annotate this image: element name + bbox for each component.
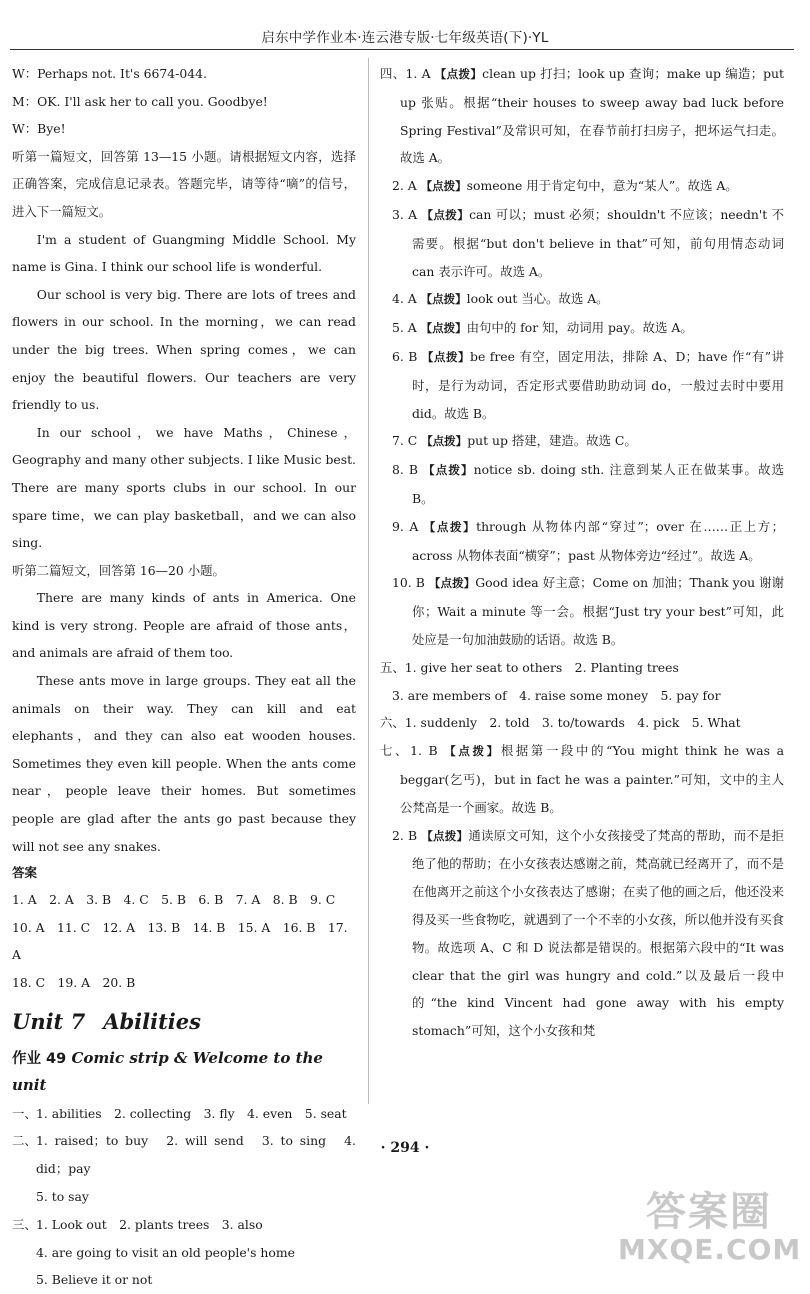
hint-tag: 【点拨】 [420,179,467,194]
explanation-text: can 可以；must 必须；shouldn't 不应该；needn't 不需要。根据“but don't believe in that”可知，前句用情态动词 can 表示许可。故选 A。 [412,206,784,279]
answer-explanation [380,314,784,343]
hint-tag: 【点拨】 [434,67,483,81]
explanation-body [392,682,784,710]
unit-number: Unit 7 [12,1008,86,1034]
answer-explanation [380,822,784,1045]
hint-tag: 【点拨】 [423,519,477,534]
unit-heading [12,1009,356,1035]
answers-heading: 答案 [12,865,38,881]
answer-explanation [380,60,784,172]
explanation-body [392,513,784,570]
explanation-body [392,314,784,343]
answer-key: 四、1. A [380,66,435,81]
answer-explanation [380,456,784,513]
hint-tag: 【点拨】 [420,292,467,307]
explanation-body [392,285,784,314]
passage-paragraph: In our school，we have Maths，Chinese，Geography and many other subjects. I like Music best. There are many sports clubs in our school. In our spare time，we can play basketball，and we can also sing. [12,424,356,551]
answer-key: 10. B [392,575,429,591]
listening-instruction: 听第一篇短文，回答第 13—15 小题。请根据短文内容，选择正确答案，完成信息记录表。答题完毕，请等待“嘀”的信号，进入下一篇短文。 [12,148,356,219]
answer-row: 18. C 19. A 20. B [12,975,136,990]
hint-tag: 【点拨】 [421,434,468,449]
answer-key: 9. A [392,518,424,534]
unit-title: Abilities [103,1008,201,1034]
hint-tag: 【点拨】 [423,463,474,478]
dialogue-line: M：OK. I'll ask her to call you. Goodbye! [12,93,268,109]
explanation-text: clean up 打扫；look up 查询；make up 编造；put up 张贴。根据“their houses to sweep away bad luck before Spring Festival”及常识可知，在春节前打扫房子，把坏运气扫走。故选 A。 [400,66,785,166]
answer-key: 2. A [392,178,421,194]
explanation-text: 3. are members of 4. raise some money 5. pay for [392,687,721,703]
page-number: · 294 · [380,1140,430,1156]
answer-row: 1. A 2. A 3. B 4. C 5. B 6. B 7. A 8. B 9. C [12,892,336,908]
left-column [12,60,356,1294]
answer-explanation [380,654,784,682]
explanation-text: 由句中的 for 知，动词用 pay。故选 A。 [466,320,693,336]
watermark-text: 答案圈 [646,1189,772,1235]
passage-paragraph: Our school is very big. There are lots of trees and flowers in our school. In the morning，we can read under the big trees. When spring comes，we can enjoy the beautiful flowers. Our teachers are very friendly to us. [12,286,356,413]
column-divider [368,58,369,1104]
explanation-body [392,201,784,285]
hint-tag: 【点拨】 [421,349,471,364]
answer-explanation [380,343,784,427]
explanation-body [380,737,784,821]
hint-tag: 【点拨】 [421,207,470,222]
answer-key: 七、1. B [380,743,445,759]
exercise-line: 5. to say [36,1188,89,1204]
exercise-line: 4. are going to visit an old people's home [36,1244,295,1260]
hint-tag: 【点拨】 [444,744,501,759]
homework-heading [12,1045,356,1098]
explanation-body [392,172,784,201]
explanation-body [392,569,784,653]
answer-key: 8. B [392,462,424,478]
right-column [380,60,784,1045]
answer-explanation [380,737,784,821]
answer-explanation [380,709,784,737]
answer-explanation [380,172,784,201]
exercise-line: 三、 1. Look out 2. plants trees 3. also [12,1216,263,1232]
explanation-text: 1. give her seat to others 2. Planting trees [404,659,679,675]
explanation-text: 根据第一段中的“You might think he was a beggar(乞丐)，but in fact he was a painter.”可知，文中的主人公梵高是一个画家。故选 B。 [400,743,785,815]
watermark-url: MXQE.COM [618,1233,802,1266]
answer-explanation [380,285,784,314]
explanation-body [392,427,784,456]
answer-explanation [380,427,784,456]
passage-paragraph: These ants move in large groups. They eat all the animals on their way. They can kill and eat elephants，and they can also eat wooden houses. Sometimes they even kill people. When the ants come near，people leave their homes. But sometimes people are glad after the ants go past because they will not see any snakes. [12,673,356,854]
dialogue-line: W：Perhaps not. It's 6674-044. [12,66,207,81]
explanation-text: put up 搭建，建造。故选 C。 [467,433,637,449]
answer-row: 10. A 11. C 12. A 13. B 14. B 15. A 16. B 17. A [12,919,348,963]
answer-explanation [380,682,784,710]
answer-key: 7. C [392,433,422,449]
explanation-text: Good idea 好主意；Come on 加油；Thank you 谢谢你；Wait a minute 等一会。根据“Just try your best”可知，此处应是一句加油鼓励的话语。故选 B。 [412,575,784,647]
watermark-logo [618,1190,800,1274]
listening-instruction: 听第二篇短文，回答第 16—20 小题。 [12,562,225,578]
explanation-body [392,343,784,427]
answer-key: 6. B [392,348,422,364]
running-header: 启东中学作业本·连云港专版·七年级英语(下)·YL [261,30,549,46]
exercise-line: 二、 1. raised；to buy 2. will send 3. to sing 4. did；pay [12,1133,356,1177]
explanation-body [392,822,784,1045]
passage-paragraph: I'm a student of Guangming Middle School. My name is Gina. I think our school life is wonderful. [12,231,356,275]
dialogue-line: W：Bye! [12,121,66,137]
answer-key: 3. A [392,206,422,222]
homework-title: Comic strip & Welcome to the unit [12,1048,323,1094]
explanation-body [380,709,784,737]
explanation-body [392,456,784,513]
answer-key: 2. B [392,827,422,843]
hint-tag: 【点拨】 [428,576,476,591]
answer-key: 4. A [392,291,421,307]
explanation-text: look out 当心。故选 A。 [466,291,609,307]
answer-key: 五、 [380,659,405,675]
explanation-body [380,654,784,682]
header-rule [10,49,794,50]
explanation-text: 1. suddenly 2. told 3. to/towards 4. pick 5. What [404,715,741,731]
answer-key: 5. A [392,320,421,336]
answer-key: 六、 [380,715,405,731]
explanation-text: someone 用于肯定句中，意为“某人”。故选 A。 [466,178,738,194]
explanation-body [380,60,784,172]
hint-tag: 【点拨】 [421,828,469,843]
answer-explanation [380,513,784,570]
exercise-line: 5. Believe it or not [36,1272,153,1288]
passage-paragraph: There are many kinds of ants in America. One kind is very strong. People are afraid of those ants，and animals are afraid of them too. [12,590,356,661]
explanation-text: through 从物体内部“穿过”；over 在……正上方；across 从物体表面“横穿”；past 从物体旁边“经过”。故选 A。 [412,518,785,563]
explanation-text: notice sb. doing sth. 注意到某人正在做某事。故选 B。 [412,462,784,506]
hint-tag: 【点拨】 [420,321,467,336]
explanation-text: 通读原文可知，这个小女孩接受了梵高的帮助，而不是拒绝了他的帮助；在小女孩表达感谢之前，梵高就已经离开了，而不是在他离开之前这个小女孩表达了感谢；在卖了他的画之后，他还没来得及买一些食物吃，就遇到了一个不幸的小女孩，所以他并没有买食物。故选项 A、C 和 D 说法都是错误的。根据第六段中的“It was clear that the girl was hungry and cold.”以及最后一段中的“the kind Vincent had gone away with his empty stomach”可知，这个小女孩和梵 [412,827,785,1039]
answer-explanation [380,201,784,285]
homework-label: 作业 49 [12,1050,67,1067]
explanation-text: be free 有空，固定用法，排除 A、D；have 作“有”讲时，是行为动词，否定形式要借助助动词 do，一般过去时中要用 did。故选 B。 [412,348,784,421]
exercise-line: 一、 1. abilities 2. collecting 3. fly 4. even 5. seat [12,1105,347,1121]
answer-explanation [380,569,784,653]
